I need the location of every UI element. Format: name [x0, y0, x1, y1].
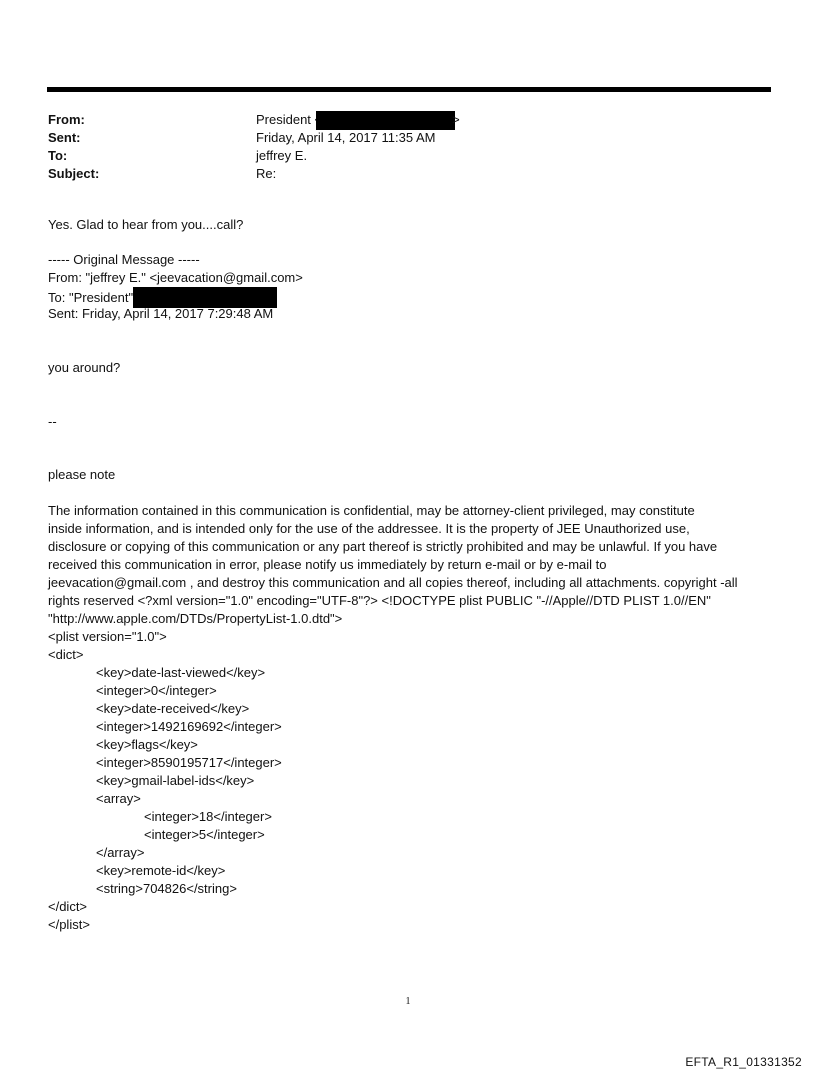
plist-line: <array> [96, 791, 141, 806]
redaction-box [316, 111, 455, 130]
original-to-text: To: "President" [48, 290, 134, 305]
to-row [48, 147, 460, 165]
plist-line: <key>date-received</key> [96, 701, 250, 716]
plist-line: <plist version="1.0"> [48, 629, 167, 644]
from-value [256, 111, 460, 129]
page-number: 1 [405, 996, 411, 1007]
plist-line: <key>gmail-label-ids</key> [96, 773, 255, 788]
original-to [48, 287, 303, 305]
original-sent: Sent: Friday, April 14, 2017 7:29:48 AM [48, 306, 274, 321]
confidentiality-disclaimer: The information contained in this communication is confidential, may be attorney-client privileged, may constitute inside information, and is intended only for the use of the addressee. It is the property of JEE Unauthorized use, disclosure or copying of this communication or any part thereof is strictly prohibited and may be unlawful. If you have received this communication in error, please notify us immediately by return e-mail or by e-mail to jeevacation@gmail.com , and destroy this communication and all copies thereof, including all attachments. copyright -all rights reserved <?xml version="1.0" encoding="UTF-8"?> <!DOCTYPE plist PUBLIC "-//Apple//DTD PLIST 1.0//EN" "http://www.apple.com/DTDs/PropertyList-1.0.dtd"> [48, 503, 738, 626]
subject-label: Subject: [48, 166, 100, 181]
to-value: jeffrey E. [256, 148, 308, 163]
signature-separator: -- [48, 414, 57, 429]
email-header [48, 111, 460, 183]
sent-value: Friday, April 14, 2017 11:35 AM [256, 130, 436, 145]
plist-line: <integer>18</integer> [144, 809, 272, 824]
plist-line: <dict> [48, 647, 84, 662]
to-label: To: [48, 148, 68, 163]
from-name: President [256, 112, 311, 127]
header-rule [47, 87, 771, 92]
plist-line: <key>date-last-viewed</key> [96, 665, 266, 680]
message-text: you around? [48, 360, 121, 375]
original-from: From: "jeffrey E." <jeevacation@gmail.com> [48, 270, 303, 285]
original-message [48, 251, 303, 323]
from-label: From: [48, 112, 85, 127]
plist-line: <integer>0</integer> [96, 683, 217, 698]
subject-row [48, 165, 460, 183]
plist-line: <integer>1492169692</integer> [96, 719, 282, 734]
plist-line: <integer>5</integer> [144, 827, 265, 842]
plist-line: <integer>8590195717</integer> [96, 755, 282, 770]
plist-line: </array> [96, 845, 145, 860]
from-close-bracket: > [452, 112, 460, 127]
plist-block [48, 628, 282, 934]
plist-line: <key>remote-id</key> [96, 863, 226, 878]
subject-value: Re: [256, 166, 277, 181]
sent-row [48, 129, 460, 147]
original-divider: ----- Original Message ----- [48, 252, 200, 267]
from-row [48, 111, 460, 129]
bates-number: EFTA_R1_01331352 [685, 1055, 802, 1069]
plist-line: </plist> [48, 917, 90, 932]
plist-line: </dict> [48, 899, 88, 914]
plist-line: <key>flags</key> [96, 737, 198, 752]
plist-line: <string>704826</string> [96, 881, 237, 896]
please-note-text: please note [48, 467, 116, 482]
sent-label: Sent: [48, 130, 81, 145]
reply-text: Yes. Glad to hear from you....call? [48, 217, 244, 232]
